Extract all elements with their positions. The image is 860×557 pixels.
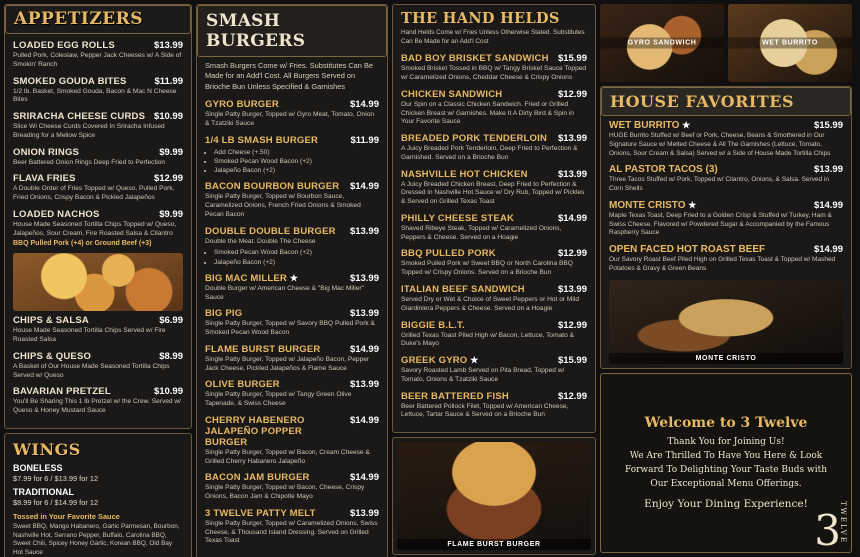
item-price: $12.99 — [557, 88, 587, 100]
addon-option: • Smoked Pecan Wood Bacon (+2) — [214, 248, 379, 257]
smash-burgers-intro: Smash Burgers Come w/ Fries. Substitutes Can Be Made for an Add'l Cost. All Burgers Served on Brioche Bun Unless Specified & Garnishes — [205, 61, 373, 91]
item-price: $10.99 — [153, 386, 183, 398]
item-name: OPEN FACED HOT ROAST BEEF — [609, 244, 766, 256]
item-description: Single Patty Burger, Topped w/ Bacon, Cream Cheese & Grilled Cherry Habanero Jalapeño — [205, 448, 370, 465]
list-item[interactable] — [401, 89, 587, 127]
item-name: OLIVE BURGER — [205, 379, 280, 391]
item-name: LOADED NACHOS — [13, 208, 100, 220]
item-name: ONION RINGS — [13, 146, 80, 158]
item-description: Three Tacos Stuffed w/ Pork, Topped w/ Cilantro, Onions, & Salsa. Served in Corn Shells — [609, 176, 830, 193]
item-name — [609, 120, 690, 131]
gyro-sandwich-photo — [600, 4, 724, 82]
item-description: Single Patty Burger, Topped w/ Caramelized Onions, Swiss Cheese, & Thousand Island Dressing. Served on Grilled Texas Toast — [205, 519, 378, 545]
item-description: Our Spin on a Classic Chicken Sandwich. Fried or Grilled Chicken Breast w/ Garnishes. Make It A Dirty Bird & Spin in Your Favorite Sauce — [401, 100, 574, 126]
item-name-text: GREEK GYRO — [401, 355, 468, 367]
item-description: Double the Meat. Double The Cheese — [205, 237, 316, 245]
item-name-text: BIG MAC MILLER — [205, 272, 287, 284]
hand-helds-title: THE HAND HELDS — [401, 10, 560, 27]
star-icon: ★ — [470, 355, 479, 366]
monte-cristo-photo — [609, 280, 843, 364]
item-description: Single Patty Burger, Topped w/ Jalapeño Bacon, Pepper Jack Cheese, Pickled Jalapeños & Flame Sauce — [205, 355, 370, 372]
wet-burrito-photo — [728, 4, 852, 82]
appetizers-column — [4, 4, 192, 556]
photo-caption: MONTE CRISTO — [609, 353, 843, 364]
photo-caption: FLAME BURST BURGER — [397, 539, 591, 550]
welcome-panel — [600, 373, 852, 556]
item-name-text: MONTE CRISTO — [609, 199, 686, 211]
item-name: PHILLY CHEESE STEAK — [401, 212, 515, 224]
list-item[interactable] — [609, 200, 843, 238]
item-description: Grilled Texas Toast Piled High w/ Bacon, Lettuce, Tomato & Duke's Mayo — [401, 331, 574, 348]
house-favorites-title: HOUSE FAVORITES — [610, 92, 795, 111]
list-item[interactable] — [13, 209, 183, 248]
item-description: Shaved Ribeye Steak, Topped w/ Caramelized Onions, Peppers & Cheese. Served on a Hoagie — [401, 224, 562, 241]
item-price: $15.99 — [813, 120, 843, 131]
list-item[interactable] — [205, 181, 379, 219]
welcome-line-4: Our Exceptional Menu Offerings. — [650, 479, 802, 490]
item-price: $10.99 — [153, 111, 183, 123]
list-item[interactable] — [205, 415, 379, 467]
item-name: SMOKED GOUDA BITES — [13, 75, 127, 87]
item-description: 1/2 lb. Basket, Smoked Gouda, Bacon & Mac N Cheese Bites — [13, 87, 177, 104]
item-description: A Double Order of Fries Topped w/ Queso, Pulled Pork, Fried Onions, Crispy Bacon & Pickled Jalapeños — [13, 185, 175, 202]
item-description: Smoked Pulled Pork w/ Sweet BBQ or North Carolina BBQ Topped w/ Crispy Onions. Served on a Brioche Bun — [401, 260, 573, 277]
list-item[interactable] — [401, 320, 587, 350]
item-price: $14.99 — [349, 472, 379, 484]
smash-addons — [214, 148, 379, 176]
item-name: CHERRY HABENERO JALAPEÑO POPPER BURGER — [205, 414, 305, 448]
item-price: $15.99 — [557, 355, 587, 367]
house-favorites-panel — [600, 86, 852, 369]
item-price: $14.99 — [557, 212, 587, 224]
item-name: LOADED EGG ROLLS — [13, 40, 115, 51]
item-name-text: WET BURRITO — [609, 120, 680, 131]
item-description: Single Patty Burger, Topped w/ Bourbon Sauce, Caramelized Onions, French Fried Onions & Smoked Pecan Bacon — [205, 193, 361, 218]
smash-burgers-header — [197, 5, 387, 57]
item-price: $14.99 — [349, 414, 379, 426]
item-description: A Juicy Breaded Pork Tenderloin, Deep Fried to Perfection & Garnished. Served on a Brioche Bun — [401, 145, 578, 161]
item-name: FLAME BURST BURGER — [205, 343, 321, 355]
item-name: DOUBLE DOUBLE BURGER — [205, 225, 336, 237]
item-name: BACON BOURBON BURGER — [205, 181, 340, 193]
item-description: HUGE Burrito Stuffed w/ Beef or Pork, Cheese, Beans & Smothered in Our Signature Sauce w/ Melted Cheese & All The Garnishes (Lettuce, Tomato, Onions, Sour Cream & Salsa) Served w/ a Side of House Made Tortilla Chips — [609, 132, 831, 157]
logo-word: TWELVE — [839, 501, 847, 544]
item-price: $14.99 — [813, 244, 843, 256]
item-description: Single Patty Burger, Topped w/ Savory BBQ Pulled Pork & Smoked Pecan Wood Bacon — [205, 320, 375, 337]
item-price: $9.99 — [159, 146, 183, 158]
item-price: $13.99 — [349, 379, 379, 391]
smash-burgers-title: SMASH BURGERS — [206, 11, 306, 51]
addon-option: • Jalapeño Bacon (+2) — [214, 166, 379, 175]
nachos-photo — [13, 253, 183, 311]
item-price: $14.99 — [349, 99, 379, 111]
wings-title: WINGS — [13, 440, 81, 460]
star-icon: ★ — [682, 120, 691, 130]
item-price: $13.99 — [557, 133, 587, 145]
list-item[interactable] — [205, 472, 379, 502]
item-description: A Juicy Breaded Chicken Breast, Deep Fried to Perfection & Dressed in Nashville Hot Sauce w/ Dry Rub, Topped w/ Pickles & Served on Grilled Texas Toast — [401, 180, 585, 206]
list-item[interactable] — [205, 508, 379, 546]
item-price: $13.99 — [349, 308, 379, 320]
list-item[interactable] — [13, 147, 183, 168]
item-description: A Basket of Our House Made Seasoned Tortilla Chips Served w/ Queso — [13, 362, 170, 379]
item-price: $13.99 — [813, 164, 843, 176]
smash-burgers-list — [197, 61, 387, 557]
star-icon: ★ — [289, 272, 299, 283]
item-price: $15.99 — [557, 53, 587, 65]
photo-caption: GYRO SANDWICH — [600, 38, 724, 49]
list-item[interactable] — [401, 391, 587, 421]
list-item[interactable] — [401, 355, 587, 385]
item-name: BIG PIG — [205, 308, 243, 320]
flame-burst-photo-panel — [392, 437, 596, 555]
item-description: Single Patty Burger, Topped w/ Bacon, Cheese, Crispy Onions, Bacon Jam & Chipotle Mayo — [205, 484, 365, 501]
item-name: FLAVA FRIES — [13, 173, 76, 185]
item-description: You'll Be Sharing This 1 lb Pretzel w/ the Crew. Served w/ Queso & Honey Mustard Sauce — [13, 398, 182, 415]
wings-sauce-list: Sweet BBQ, Mango Habanero, Garlic Parmesan, Bourbon, Nashville Hot, Serrano Pepper, Buffalo, Carolina BBQ, Sweet Chili, Spicey Honey Garlic, Korean BBQ, Old Bay Hot Sauce — [13, 523, 180, 556]
smash-burgers-column — [196, 4, 388, 553]
list-item[interactable] — [609, 120, 843, 158]
item-description: Maple Texas Toast, Deep Fried to a Golden Crisp & Stuffed w/ Turkey, Ham & Swiss Cheese. Flavored w/ Powdered Sugar & Accompanied by the Famous Raspberry Sauce — [609, 211, 832, 237]
list-item[interactable] — [401, 248, 587, 278]
item-price: $9.99 — [159, 208, 183, 220]
item-name: GYRO BURGER — [205, 99, 279, 111]
list-item[interactable] — [13, 386, 183, 416]
item-price: $13.99 — [349, 225, 379, 237]
star-icon: ★ — [688, 199, 697, 210]
item-price: $14.99 — [349, 181, 379, 193]
list-item[interactable] — [205, 344, 379, 374]
appetizers-panel — [4, 4, 192, 429]
item-price: $14.99 — [813, 199, 843, 211]
hand-helds-column — [392, 4, 596, 553]
smash-burgers-panel — [196, 4, 388, 557]
wings-traditional-price: $8.99 for 6 / $14.99 for 12 — [13, 498, 99, 508]
item-description: House Made Seasoned Tortilla Chips Topped w/ Queso, Jalapeños, Sour Cream, Fire Roasted Salsa & Cilantro — [13, 220, 177, 237]
list-item[interactable] — [609, 164, 843, 194]
item-description: Single Patty Burger, Topped w/ Gyro Meat, Tomato, Onion & Tzatziki Sauce — [205, 111, 375, 127]
item-name: 1/4 LB SMASH BURGER — [205, 134, 319, 146]
wings-panel — [4, 433, 192, 557]
list-item[interactable] — [13, 173, 183, 203]
item-name: CHICKEN SANDWICH — [401, 88, 503, 100]
item-name: BAVARIAN PRETZEL — [13, 386, 111, 398]
item-price: $11.99 — [154, 75, 183, 87]
item-price: $12.99 — [153, 173, 183, 185]
item-description: Our Savory Roast Beef Piled High on Grilled Texas Toast & Topped w/ Mashed Potatoes & Gravy & Green Beans — [609, 256, 836, 272]
item-price: $13.99 — [153, 40, 183, 51]
item-price: $14.99 — [349, 343, 379, 355]
item-price: $12.99 — [557, 390, 587, 402]
item-name: ITALIAN BEEF SANDWICH — [401, 284, 525, 295]
item-name — [401, 355, 479, 366]
list-item[interactable] — [13, 76, 183, 106]
right-rail-column — [600, 4, 852, 556]
list-item[interactable] — [13, 111, 183, 141]
item-name: NASHVILLE HOT CHICKEN — [401, 168, 528, 180]
item-price: $13.99 — [349, 272, 379, 284]
item-price: $12.99 — [557, 319, 587, 331]
item-name: 3 TWELVE PATTY MELT — [205, 507, 316, 519]
list-item[interactable] — [205, 135, 379, 176]
item-name: BAD BOY BRISKET SANDWICH — [401, 53, 549, 65]
list-item[interactable] — [205, 308, 379, 338]
wings-sauce-lead: Tossed in Your Favorite Sauce — [13, 512, 120, 522]
top-photo-row — [600, 4, 852, 82]
hand-helds-panel — [392, 4, 596, 433]
item-name: BREADED PORK TENDERLOIN — [401, 133, 548, 145]
welcome-line-3: Forward To Delighting Your Taste Buds with — [624, 465, 828, 476]
addon-option: • Smoked Pecan Wood Bacon (+2) — [214, 157, 379, 166]
addon-option: • Jalapeño Bacon (+2) — [214, 258, 379, 267]
flame-burst-burger-photo — [397, 442, 591, 550]
list-item[interactable] — [401, 53, 587, 83]
item-price: $13.99 — [557, 168, 587, 180]
item-name: BEER BATTERED FISH — [401, 390, 509, 402]
wings-boneless-label: BONELESS — [13, 463, 63, 474]
house-favorites-header — [601, 87, 851, 116]
welcome-closing: Enjoy Your Dining Experience! — [644, 498, 808, 511]
photo-caption: WET BURRITO — [728, 38, 852, 49]
item-name: BACON JAM BURGER — [205, 472, 310, 484]
item-description: Pulled Pork, Coleslaw, Pepper Jack Cheeses w/ A Side of Smokin' Ranch — [13, 52, 182, 68]
list-item[interactable] — [205, 226, 379, 267]
item-price: $6.99 — [159, 315, 183, 327]
item-description: Savory Roasted Lamb Served on Pita Bread, Topped w/ Tomato, Onions & Tzatziki Sauce — [401, 367, 565, 383]
item-description: Slice Wi Cheese Curds Covered In Sriracha Infused Breading for a Mellow Spice — [13, 123, 165, 139]
list-item[interactable] — [401, 284, 587, 314]
item-name: BIGGIE B.L.T. — [401, 319, 465, 331]
item-description: Single Patty Burger, Topped w/ Tangy Green Olive Tapenade, & Swiss Cheese — [205, 391, 352, 408]
item-price: $12.99 — [557, 248, 587, 260]
item-price: $13.99 — [557, 284, 587, 295]
list-item[interactable] — [401, 213, 587, 243]
item-description: Double Burger w/ American Cheese & "Big Mac Miller" Sauce — [205, 284, 364, 301]
wings-traditional-label: TRADITIONAL — [13, 487, 74, 498]
item-description: Served Dry or Wet & Choice of Sweet Peppers or Hot or Mild Giardiniera Peppers & Cheese. Served on a Hoagie — [401, 296, 579, 312]
list-item[interactable] — [205, 273, 379, 303]
welcome-line-1: Thank You for Joining Us! — [667, 437, 785, 448]
house-favorites-list — [601, 120, 851, 368]
wings-boneless-price: $7.99 for 6 / $13.99 for 12 — [13, 474, 99, 484]
list-item[interactable] — [13, 315, 183, 345]
hand-helds-subtitle: Hand Helds Come w/ Fries Unless Otherwise Stated. Substitutes Can Be Made for an Add'l Cost — [401, 29, 585, 45]
list-item[interactable] — [205, 379, 379, 409]
smash-addons — [214, 248, 379, 266]
item-description: House Made Seasoned Tortilla Chips Served w/ Fire Roasted Salsa — [13, 327, 166, 344]
item-description: Beer Battered Pollock Filet, Topped w/ American Cheese, Lettuce, Tartar Sauce & Served on a Brioche Bun — [401, 402, 569, 419]
list-item[interactable] — [401, 169, 587, 207]
hand-helds-list — [393, 49, 595, 432]
item-name: CHIPS & QUESO — [13, 350, 92, 362]
appetizers-list — [5, 38, 191, 428]
list-item[interactable] — [609, 244, 843, 274]
logo-number: 3 — [814, 506, 841, 556]
list-item[interactable] — [13, 40, 183, 70]
item-description: Beer Battered Onion Rings Deep Fried to Perfection — [13, 158, 166, 166]
list-item[interactable] — [401, 133, 587, 163]
list-item[interactable] — [205, 99, 379, 129]
item-price: $13.99 — [349, 507, 379, 519]
welcome-line-2: We Are Thrilled To Have You Here & Look — [629, 451, 823, 462]
hand-helds-header — [393, 5, 595, 49]
welcome-title: Welcome to 3 Twelve — [644, 415, 808, 432]
appetizers-title: APPETIZERS — [14, 9, 144, 29]
item-description: Smoked Brisket Tossed in BBQ w/ Tangy Brisket Sauce Topped w/ Caramelized Onions, Cheddar Cheese & Crispy Onions — [401, 65, 587, 82]
item-name: SRIRACHA CHEESE CURDS — [13, 111, 146, 123]
item-name — [205, 273, 298, 284]
appetizers-banner — [5, 5, 191, 34]
item-price: $8.99 — [159, 350, 183, 362]
item-name: CHIPS & SALSA — [13, 315, 89, 327]
nacho-addon-note: BBQ Pulled Pork (+4) or Ground Beef (+3) — [13, 240, 152, 248]
item-price: $11.99 — [350, 134, 379, 146]
addon-option: • Add Cheese (+.50) — [214, 148, 379, 157]
item-name: BBQ PULLED PORK — [401, 248, 496, 260]
item-name: AL PASTOR TACOS (3) — [609, 164, 718, 176]
list-item[interactable] — [13, 351, 183, 381]
item-name — [609, 200, 696, 211]
